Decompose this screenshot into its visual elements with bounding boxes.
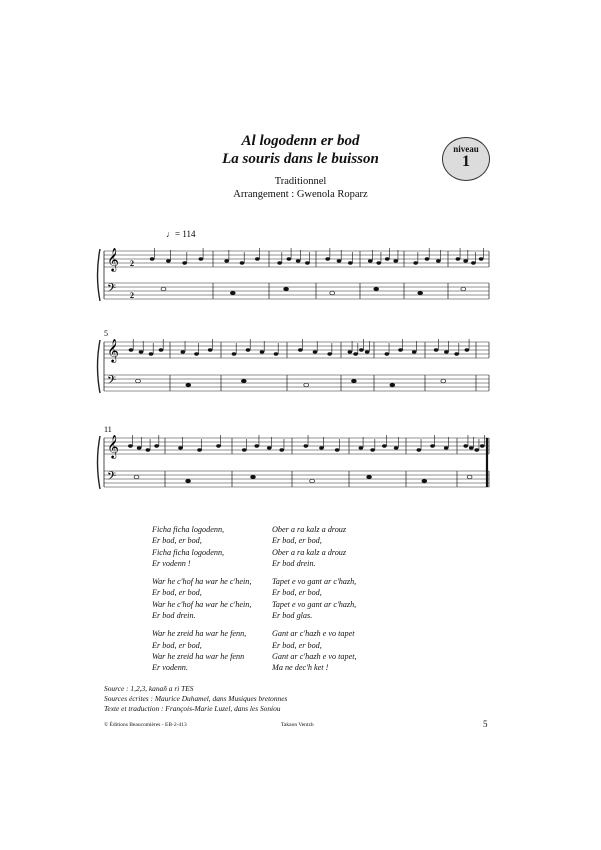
collection-name: Takaon Ventzh <box>281 722 314 728</box>
note-head <box>465 348 470 351</box>
note-head <box>376 261 381 264</box>
note-head <box>313 350 318 353</box>
lyrics-line: War he zreid ha war he fenn <box>152 651 245 661</box>
note-head <box>251 475 256 479</box>
note-head <box>359 446 364 449</box>
note-head <box>128 444 133 447</box>
note-head <box>310 479 315 483</box>
note-head <box>166 259 171 262</box>
lyrics-line: War he c'hof ha war he c'hein, <box>152 577 252 587</box>
lyrics-line: Er bod, er bod, <box>152 588 202 598</box>
note-head <box>134 475 139 479</box>
lyrics-line: Ober a ra kalz a drouz <box>272 525 347 534</box>
lyrics-line: Gant ar c'hazh e vo tapet <box>272 629 355 639</box>
measure-number-3: 11 <box>104 425 112 434</box>
lyrics-line: Er bod, er bod, <box>152 640 202 650</box>
note-head <box>353 352 358 355</box>
lyrics-line: Er bod, er bod, <box>272 588 322 598</box>
note-head <box>461 287 466 291</box>
lyrics-stanza <box>152 628 251 673</box>
note-head <box>296 259 301 262</box>
note-head <box>182 261 187 264</box>
note-head <box>348 350 353 353</box>
note-head <box>274 352 279 355</box>
note-head <box>298 348 303 351</box>
note-head <box>304 383 309 387</box>
note-head <box>370 448 375 451</box>
note-head <box>337 259 342 262</box>
note-head <box>413 261 418 264</box>
lyrics-stanza <box>272 628 357 673</box>
lyrics-line: War he c'hof ha war he c'hein, <box>152 599 252 609</box>
note-head <box>359 348 364 351</box>
lyrics-line: Tapet e vo gant ar c'hazh, <box>272 577 357 587</box>
note-head <box>194 352 199 355</box>
note-head <box>181 350 186 353</box>
bass-clef: 𝄢 <box>107 282 117 298</box>
lyrics-line: Gant ar c'hazh e vo tapet, <box>272 651 357 661</box>
note-head <box>479 257 484 260</box>
note-head <box>246 348 251 351</box>
note-head <box>393 259 398 262</box>
lyrics-stanza <box>152 576 251 621</box>
note-head <box>224 259 229 262</box>
note-head <box>474 448 479 451</box>
note-head <box>390 383 395 387</box>
lyrics-stanza <box>272 576 357 621</box>
note-head <box>368 259 373 262</box>
note-head <box>385 352 390 355</box>
note-head <box>199 257 204 260</box>
note-head <box>398 348 403 351</box>
note-head <box>186 479 191 483</box>
note-head <box>463 259 468 262</box>
note-head <box>382 444 387 447</box>
level-label: niveau <box>453 144 479 154</box>
note-head <box>240 261 245 264</box>
source-notes <box>104 684 287 713</box>
publisher-line: © Éditions Beaucomières - EB-2-413 <box>104 722 187 728</box>
note-head <box>254 444 259 447</box>
time-signature: 2 <box>130 291 134 300</box>
note-head <box>149 352 154 355</box>
note-head <box>430 444 435 447</box>
note-head <box>230 291 235 295</box>
treble-clef: 𝄞 <box>107 338 119 362</box>
note-head <box>327 352 332 355</box>
note-head <box>232 352 237 355</box>
note-head <box>444 350 449 353</box>
note-head <box>385 257 390 260</box>
note-head <box>365 350 370 353</box>
lyrics-line: Er bod, er bod, <box>272 536 322 546</box>
note-head <box>325 257 330 260</box>
source-note: Texte et traduction : François-Marie Luzel, dans les Soniou <box>104 703 281 713</box>
note-head <box>255 257 260 260</box>
note-head <box>454 352 459 355</box>
lyrics-right-column <box>272 524 357 681</box>
bass-clef: 𝄢 <box>107 374 117 390</box>
note-head <box>348 261 353 264</box>
note-head <box>436 259 441 262</box>
note-head <box>284 287 289 291</box>
piece-title: Al logodenn er bod <box>241 133 360 149</box>
piece-subtitle: La souris dans le buisson <box>222 151 379 167</box>
note-head <box>463 444 468 447</box>
note-head <box>137 446 142 449</box>
note-head <box>304 444 309 447</box>
arrangement-credit: Arrangement : Gwenola Roparz <box>233 189 368 200</box>
note-head <box>161 287 166 291</box>
origin-credit: Traditionnel <box>274 176 327 187</box>
note-head <box>456 257 461 260</box>
lyrics-line: Er bod glas. <box>272 611 313 621</box>
note-head <box>471 261 476 264</box>
source-note: Sources écrites : Maurice Duhamel, dans Musiques bretonnes <box>104 693 288 703</box>
note-head <box>241 379 246 383</box>
note-head <box>279 448 284 451</box>
note-head <box>267 446 272 449</box>
note-head <box>242 448 247 451</box>
lyrics-line: Ficha ficha logodenn, <box>152 547 225 557</box>
note-head <box>441 379 446 383</box>
note-head <box>469 446 474 449</box>
lyrics-line: Er vodenn ! <box>152 558 191 568</box>
brace <box>98 340 101 393</box>
note-head <box>367 475 372 479</box>
note-head <box>412 350 417 353</box>
lyrics-line: War he zreid ha war he fenn, <box>152 629 247 639</box>
note-head <box>330 291 335 295</box>
note-head <box>139 350 144 353</box>
note-head <box>444 446 449 449</box>
note-head <box>434 348 439 351</box>
note-head <box>287 257 292 260</box>
note-head <box>208 348 213 351</box>
source-note: Source : 1,2,3, kanañ a ri TES <box>104 684 194 693</box>
note-head <box>425 257 430 260</box>
note-head <box>480 444 485 447</box>
note-head <box>260 350 265 353</box>
tempo-marking: ♩= 114 <box>166 229 196 239</box>
note-head <box>186 383 191 387</box>
lyrics-line: Ma ne dec'h ket ! <box>272 663 329 673</box>
note-head <box>319 446 324 449</box>
note-head <box>305 261 310 264</box>
brace <box>98 436 101 489</box>
lyrics-line: Ober a ra kalz a drouz <box>272 547 347 557</box>
note-head <box>277 261 282 264</box>
note-head <box>417 448 422 451</box>
note-head <box>136 379 141 383</box>
time-signature: 2 <box>130 259 134 268</box>
note-head <box>422 479 427 483</box>
lyrics-stanza <box>152 524 251 569</box>
lyrics-line: Er vodenn. <box>152 663 188 673</box>
note-head <box>216 444 221 447</box>
note-head <box>467 475 472 479</box>
lyrics-line: Er bod, er bod, <box>272 640 322 650</box>
note-head <box>374 287 379 291</box>
note-head <box>394 446 399 449</box>
note-head <box>129 348 134 351</box>
measure-number-2: 5 <box>104 329 108 338</box>
page-number: 5 <box>483 719 488 729</box>
note-head <box>178 446 183 449</box>
note-head <box>352 379 357 383</box>
lyrics-line: Er bod, er bod, <box>152 536 202 546</box>
bass-clef: 𝄢 <box>107 470 117 486</box>
treble-clef: 𝄞 <box>107 247 119 271</box>
note-head <box>197 448 202 451</box>
level-value: 1 <box>462 153 470 170</box>
lyrics-line: Er bod drein. <box>152 611 196 621</box>
lyrics-line: Er bod drein. <box>272 558 316 568</box>
note-head <box>159 348 164 351</box>
lyrics-line: Ficha ficha logodenn, <box>152 525 225 534</box>
lyrics-stanza <box>272 524 357 569</box>
brace <box>98 249 101 301</box>
note-head <box>418 291 423 295</box>
note-head <box>154 444 159 447</box>
note-head <box>335 448 340 451</box>
treble-clef: 𝄞 <box>107 434 119 458</box>
note-head <box>146 448 151 451</box>
lyrics-line: Tapet e vo gant ar c'hazh, <box>272 599 357 609</box>
note-head <box>150 257 155 260</box>
lyrics-left-column <box>152 524 251 681</box>
